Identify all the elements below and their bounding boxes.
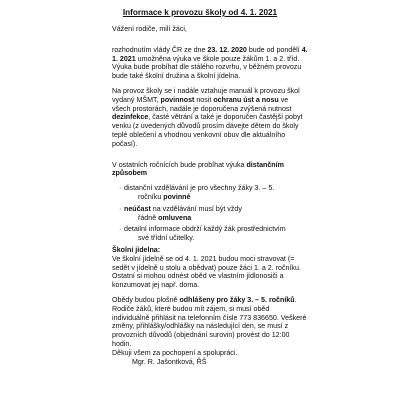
list-item: · distanční vzdělávání je pro všechny žáky 3. – 5. ročníku povinné [120,184,308,202]
list-item: · detailní informace obdrží každý žák prostřednictvím své třídní učitelky. [120,225,308,243]
paragraph-hygiene-rules: Na provoz školy se i nadále vztahuje manuál k provozu škol vydaný MŠMT, povinnost nosit ochranu úst a nosu ve všech prostorách, nadále je doporučena zvýšená nutnost dezinfekce, časté větrání a také je doporučen častější pobyt venku (z uvedených důvodů prosím dávejte dětem do školy teplé oblečení a vhodnou venkovní obuv dle aktuálního počasí). [112,86,303,148]
canteen-heading: Školní jídelna: [112,245,161,254]
paragraph-schedule: Výuka bude probíhat dle stálého rozvrhu, v běžném provozu bude také školní družina a školní jídelna. [112,63,302,81]
signature: Mgr. R. Jašontková, ŘŠ [132,357,207,366]
paragraph-announcement: rozhodnutím vlády ČR ze dne 23. 12. 2020 bude od pondělí 4. 1. 2021 umožněna výuka ve škole pouze žákům 1. a 2. tříd. [112,45,308,63]
list-item: · neúčast na vzdělávání musí být vždy řádně omluvena [120,205,308,223]
paragraph-distance-learning: V ostatních ročnících bude probíhat výuka distančním způsobem [112,160,284,178]
page-title: Informace k provozu školy od 4. 1. 2021 [122,8,278,17]
paragraph-lunch-cancellation: Obědy budou plošně odhlášeny pro žáky 3. – 5. ročníků. Rodiče žáků, které budou mít zájem, si musí oběd individuálně přihlásit na telefonním čísle 773 836650. Veškeré změny, přihlášky/odhlášky na následující den, se musí z provozních důvodů (objednání surovin) provést do 12:00 hodin. [112,295,307,348]
document-body [112,25,308,366]
thanks-text: Děkuji všem za pochopení a spolupráci. [112,348,238,357]
distance-learning-list [112,184,308,243]
paragraph-canteen: Ve školní jídelně se od 4. 1. 2021 budou moci stravovat (= sedět v jídelně u stolu a obědvat) pouze žáci 1. a 2. ročníku. Ostatní si mohou odnést oběd ve vlastním jídlonosiči a konzumovat jej např. doma. [112,254,301,290]
greeting: Vážení rodiče, milí žáci, [112,25,187,33]
